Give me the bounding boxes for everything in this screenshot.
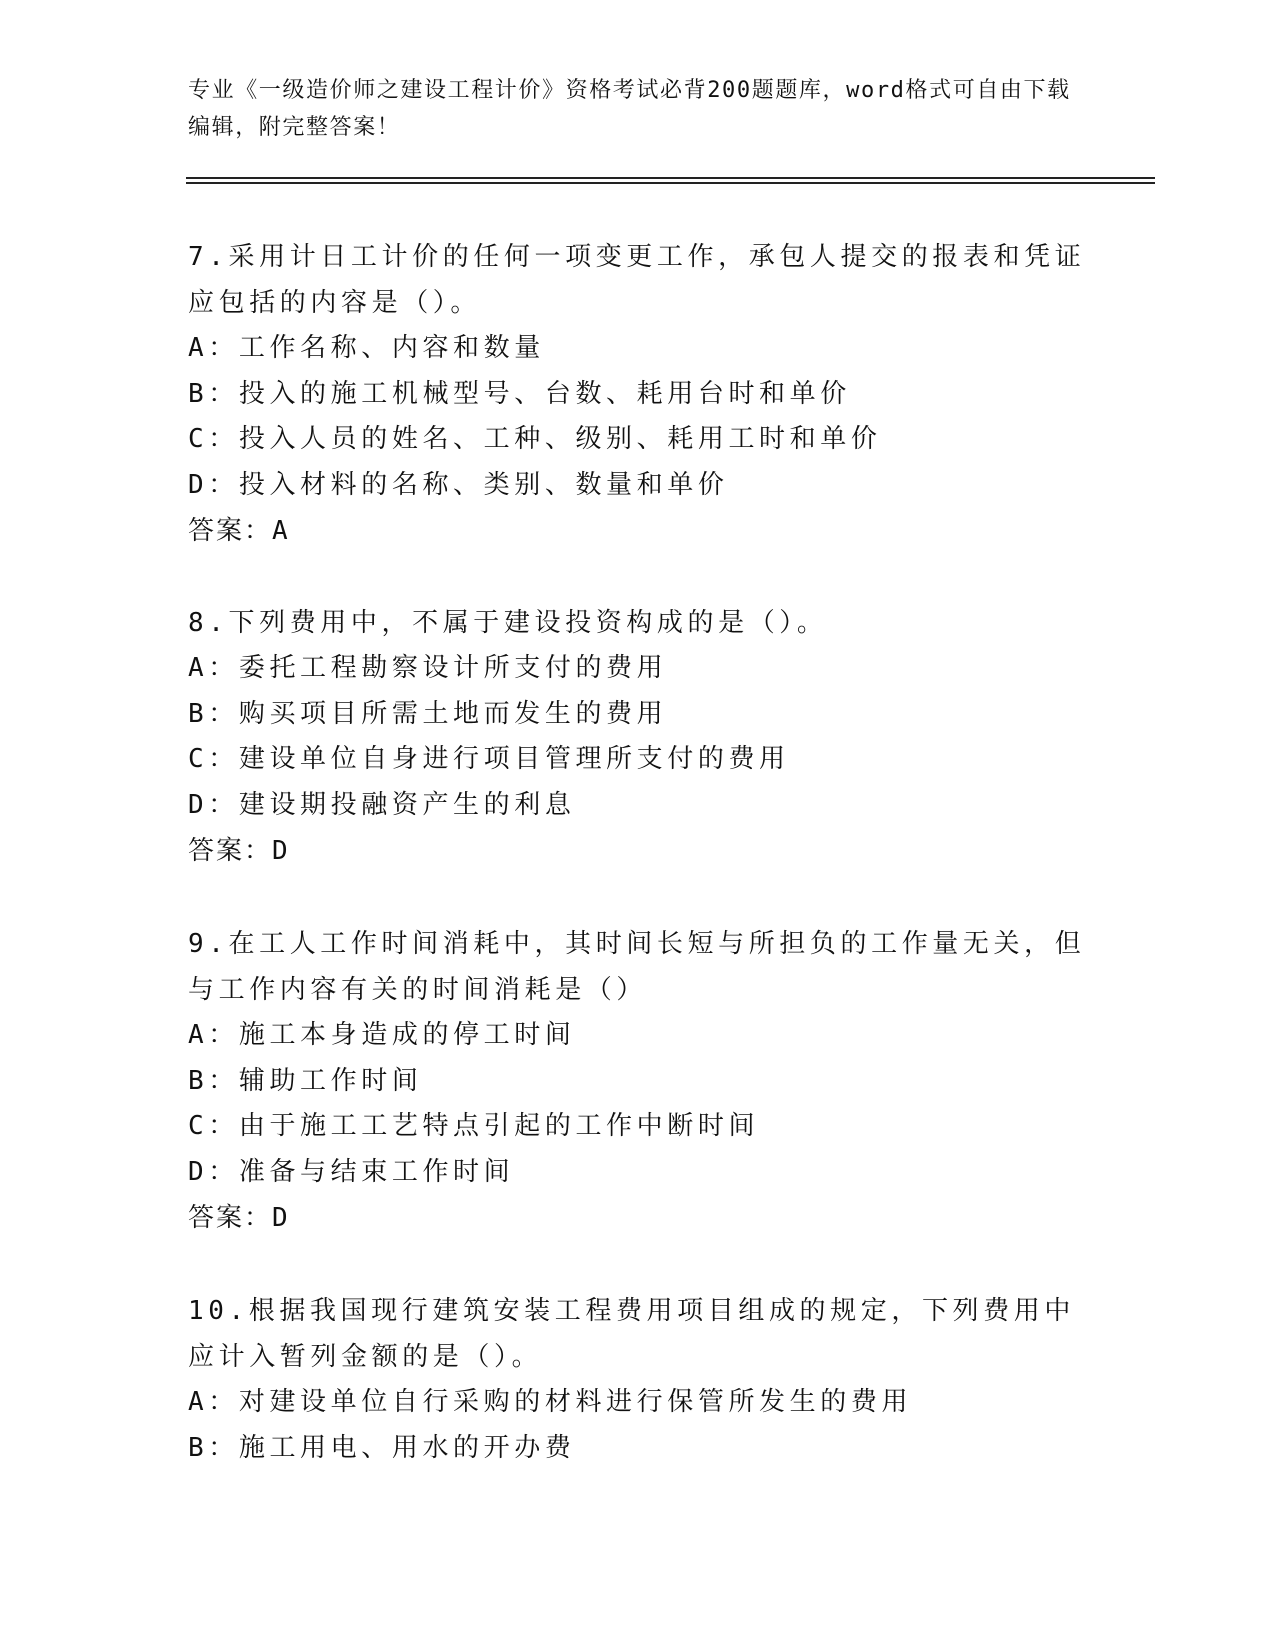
header-divider-line-2 — [186, 182, 1155, 184]
answer-line: 答案：D — [188, 836, 290, 866]
question-8 — [188, 600, 1088, 874]
answer-line: 答案：D — [188, 1203, 290, 1233]
option-c: C：由于施工工艺特点引起的工作中断时间 — [188, 1111, 760, 1141]
option-d: D：建设期投融资产生的利息 — [188, 789, 576, 820]
question-7 — [188, 234, 1088, 554]
question-stem: 8.下列费用中，不属于建设投资构成的是（）。 — [188, 608, 828, 638]
option-b: B：投入的施工机械型号、台数、耗用台时和单价 — [188, 378, 851, 409]
option-a: A：工作名称、内容和数量 — [188, 333, 545, 363]
option-list — [188, 1380, 1088, 1471]
question-9 — [188, 921, 1088, 1241]
option-list — [188, 646, 1088, 828]
answer-line: 答案：A — [188, 516, 290, 546]
option-a: A：对建设单位自行采购的材料进行保管所发生的费用 — [188, 1387, 913, 1417]
option-b: B：施工用电、用水的开办费 — [188, 1432, 576, 1463]
option-a: A：施工本身造成的停工时间 — [188, 1020, 576, 1050]
question-stem: 9.在工人工作时间消耗中，其时间长短与所担负的工作量无关，但与工作内容有关的时间消耗是（） — [188, 929, 1086, 1005]
option-c: C：建设单位自身进行项目管理所支付的费用 — [188, 744, 790, 774]
question-stem: 7.采用计日工计价的任何一项变更工作，承包人提交的报表和凭证应包括的内容是（）。 — [188, 242, 1086, 318]
header-divider-line-1 — [186, 177, 1155, 179]
option-c: C：投入人员的姓名、工种、级别、耗用工时和单价 — [188, 424, 882, 454]
option-d: D：准备与结束工作时间 — [188, 1156, 515, 1187]
option-d: D：投入材料的名称、类别、数量和单价 — [188, 469, 729, 500]
option-list — [188, 1013, 1088, 1195]
question-stem: 10.根据我国现行建筑安装工程费用项目组成的规定，下列费用中应计入暂列金额的是（）。 — [188, 1296, 1075, 1372]
question-10 — [188, 1288, 1088, 1471]
option-b: B：购买项目所需土地而发生的费用 — [188, 698, 668, 729]
option-list — [188, 326, 1088, 508]
option-b: B：辅助工作时间 — [188, 1065, 423, 1096]
option-a: A：委托工程勘察设计所支付的费用 — [188, 653, 668, 683]
document-header: 专业《一级造价师之建设工程计价》资格考试必背200题题库，word格式可自由下载编辑，附完整答案！ — [188, 78, 1071, 140]
